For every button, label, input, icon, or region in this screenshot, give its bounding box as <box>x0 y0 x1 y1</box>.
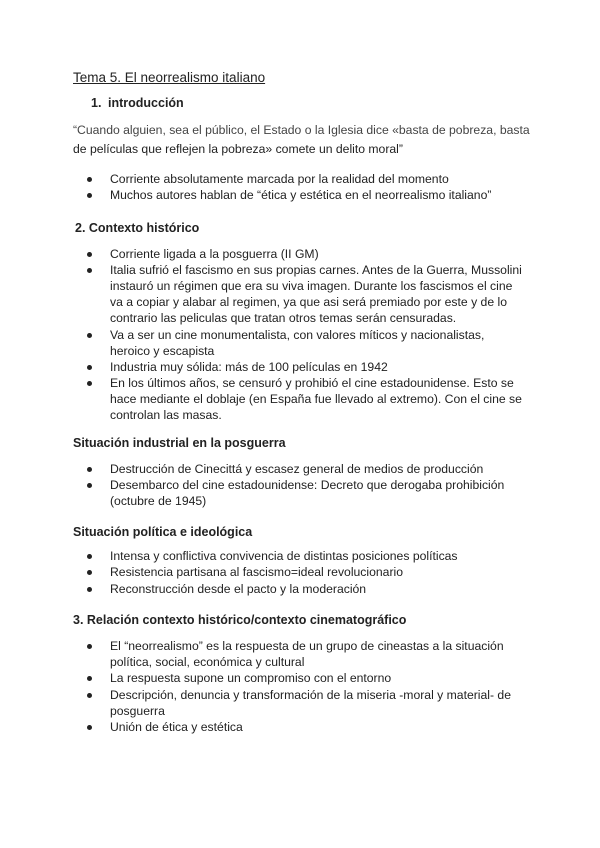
list-item: Italia sufrió el fascismo en sus propias carnes. Antes de la Guerra, Mussolini instauró un régimen que era su viva imagen. Durante los fascismos el cine va a copiar y alabar al regimen, ya que asi será premiado por este y de lo contrario las peliculas que tratan otros temas serán censuradas. <box>73 262 523 326</box>
bullet-icon <box>87 177 92 182</box>
section-number: 1. <box>91 96 102 110</box>
bullet-icon <box>87 252 92 257</box>
bullet-icon <box>87 381 92 386</box>
bullet-icon <box>87 554 92 559</box>
bullet-icon <box>87 365 92 370</box>
list-item: Reconstrucción desde el pacto y la moderación <box>73 581 523 597</box>
industrial-bullet-list <box>73 461 523 510</box>
list-item: Va a ser un cine monumentalista, con valores míticos y nacionalistas, heroico y escapista <box>73 327 523 359</box>
list-item: Desembarco del cine estadounidense: Decreto que derogaba prohibición (octubre de 1945) <box>73 477 523 509</box>
list-item: Muchos autores hablan de “ética y estética en el neorrealismo italiano” <box>73 187 523 203</box>
section-heading-relacion: 3. Relación contexto histórico/contexto cinematográfico <box>73 613 407 627</box>
bullet-icon <box>87 587 92 592</box>
bullet-icon <box>87 644 92 649</box>
contexto-bullet-list <box>73 246 523 423</box>
list-item: Corriente ligada a la posguerra (II GM) <box>73 246 523 262</box>
list-item: El “neorrealismo” es la respuesta de un grupo de cineastas a la situación política, social, económica y cultural <box>73 638 523 670</box>
section-label: introducción <box>108 96 184 110</box>
bullet-icon <box>87 483 92 488</box>
section-heading-industrial: Situación industrial en la posguerra <box>73 436 286 450</box>
list-item: En los últimos años, se censuró y prohibió el cine estadounidense. Esto se hace mediante el doblaje (en España fue llevado al extremo). Con el cine se controlan las masas. <box>73 375 523 423</box>
list-item: Corriente absolutamente marcada por la realidad del momento <box>73 171 523 187</box>
bullet-icon <box>87 676 92 681</box>
bullet-icon <box>87 467 92 472</box>
list-item: La respuesta supone un compromiso con el entorno <box>73 670 523 686</box>
section-heading-contexto: 2. Contexto histórico <box>75 221 200 235</box>
bullet-icon <box>87 725 92 730</box>
section-heading-introduccion <box>91 96 184 110</box>
bullet-icon <box>87 333 92 338</box>
list-item: Intensa y conflictiva convivencia de distintas posiciones políticas <box>73 548 523 564</box>
bullet-icon <box>87 193 92 198</box>
list-item: Destrucción de Cinecittá y escasez general de medios de producción <box>73 461 523 477</box>
quote-line-2: de películas que reflejen la pobreza» comete un delito moral” <box>73 142 403 156</box>
section-heading-politica: Situación política e ideológica <box>73 525 253 539</box>
intro-bullet-list <box>73 171 523 204</box>
document-title: Tema 5. El neorrealismo italiano <box>73 70 266 85</box>
relacion-bullet-list <box>73 638 523 735</box>
politica-bullet-list <box>73 548 523 597</box>
list-item: Descripción, denuncia y transformación de la miseria -moral y material- de posguerra <box>73 687 523 719</box>
quote-line-1: “Cuando alguien, sea el público, el Estado o la Iglesia dice «basta de pobreza, basta <box>73 123 530 137</box>
list-item: Resistencia partisana al fascismo=ideal revolucionario <box>73 564 523 580</box>
bullet-icon <box>87 268 92 273</box>
bullet-icon <box>87 570 92 575</box>
intro-quote <box>73 121 543 159</box>
list-item: Unión de ética y estética <box>73 719 523 735</box>
list-item: Industria muy sólida: más de 100 películas en 1942 <box>73 359 523 375</box>
bullet-icon <box>87 693 92 698</box>
